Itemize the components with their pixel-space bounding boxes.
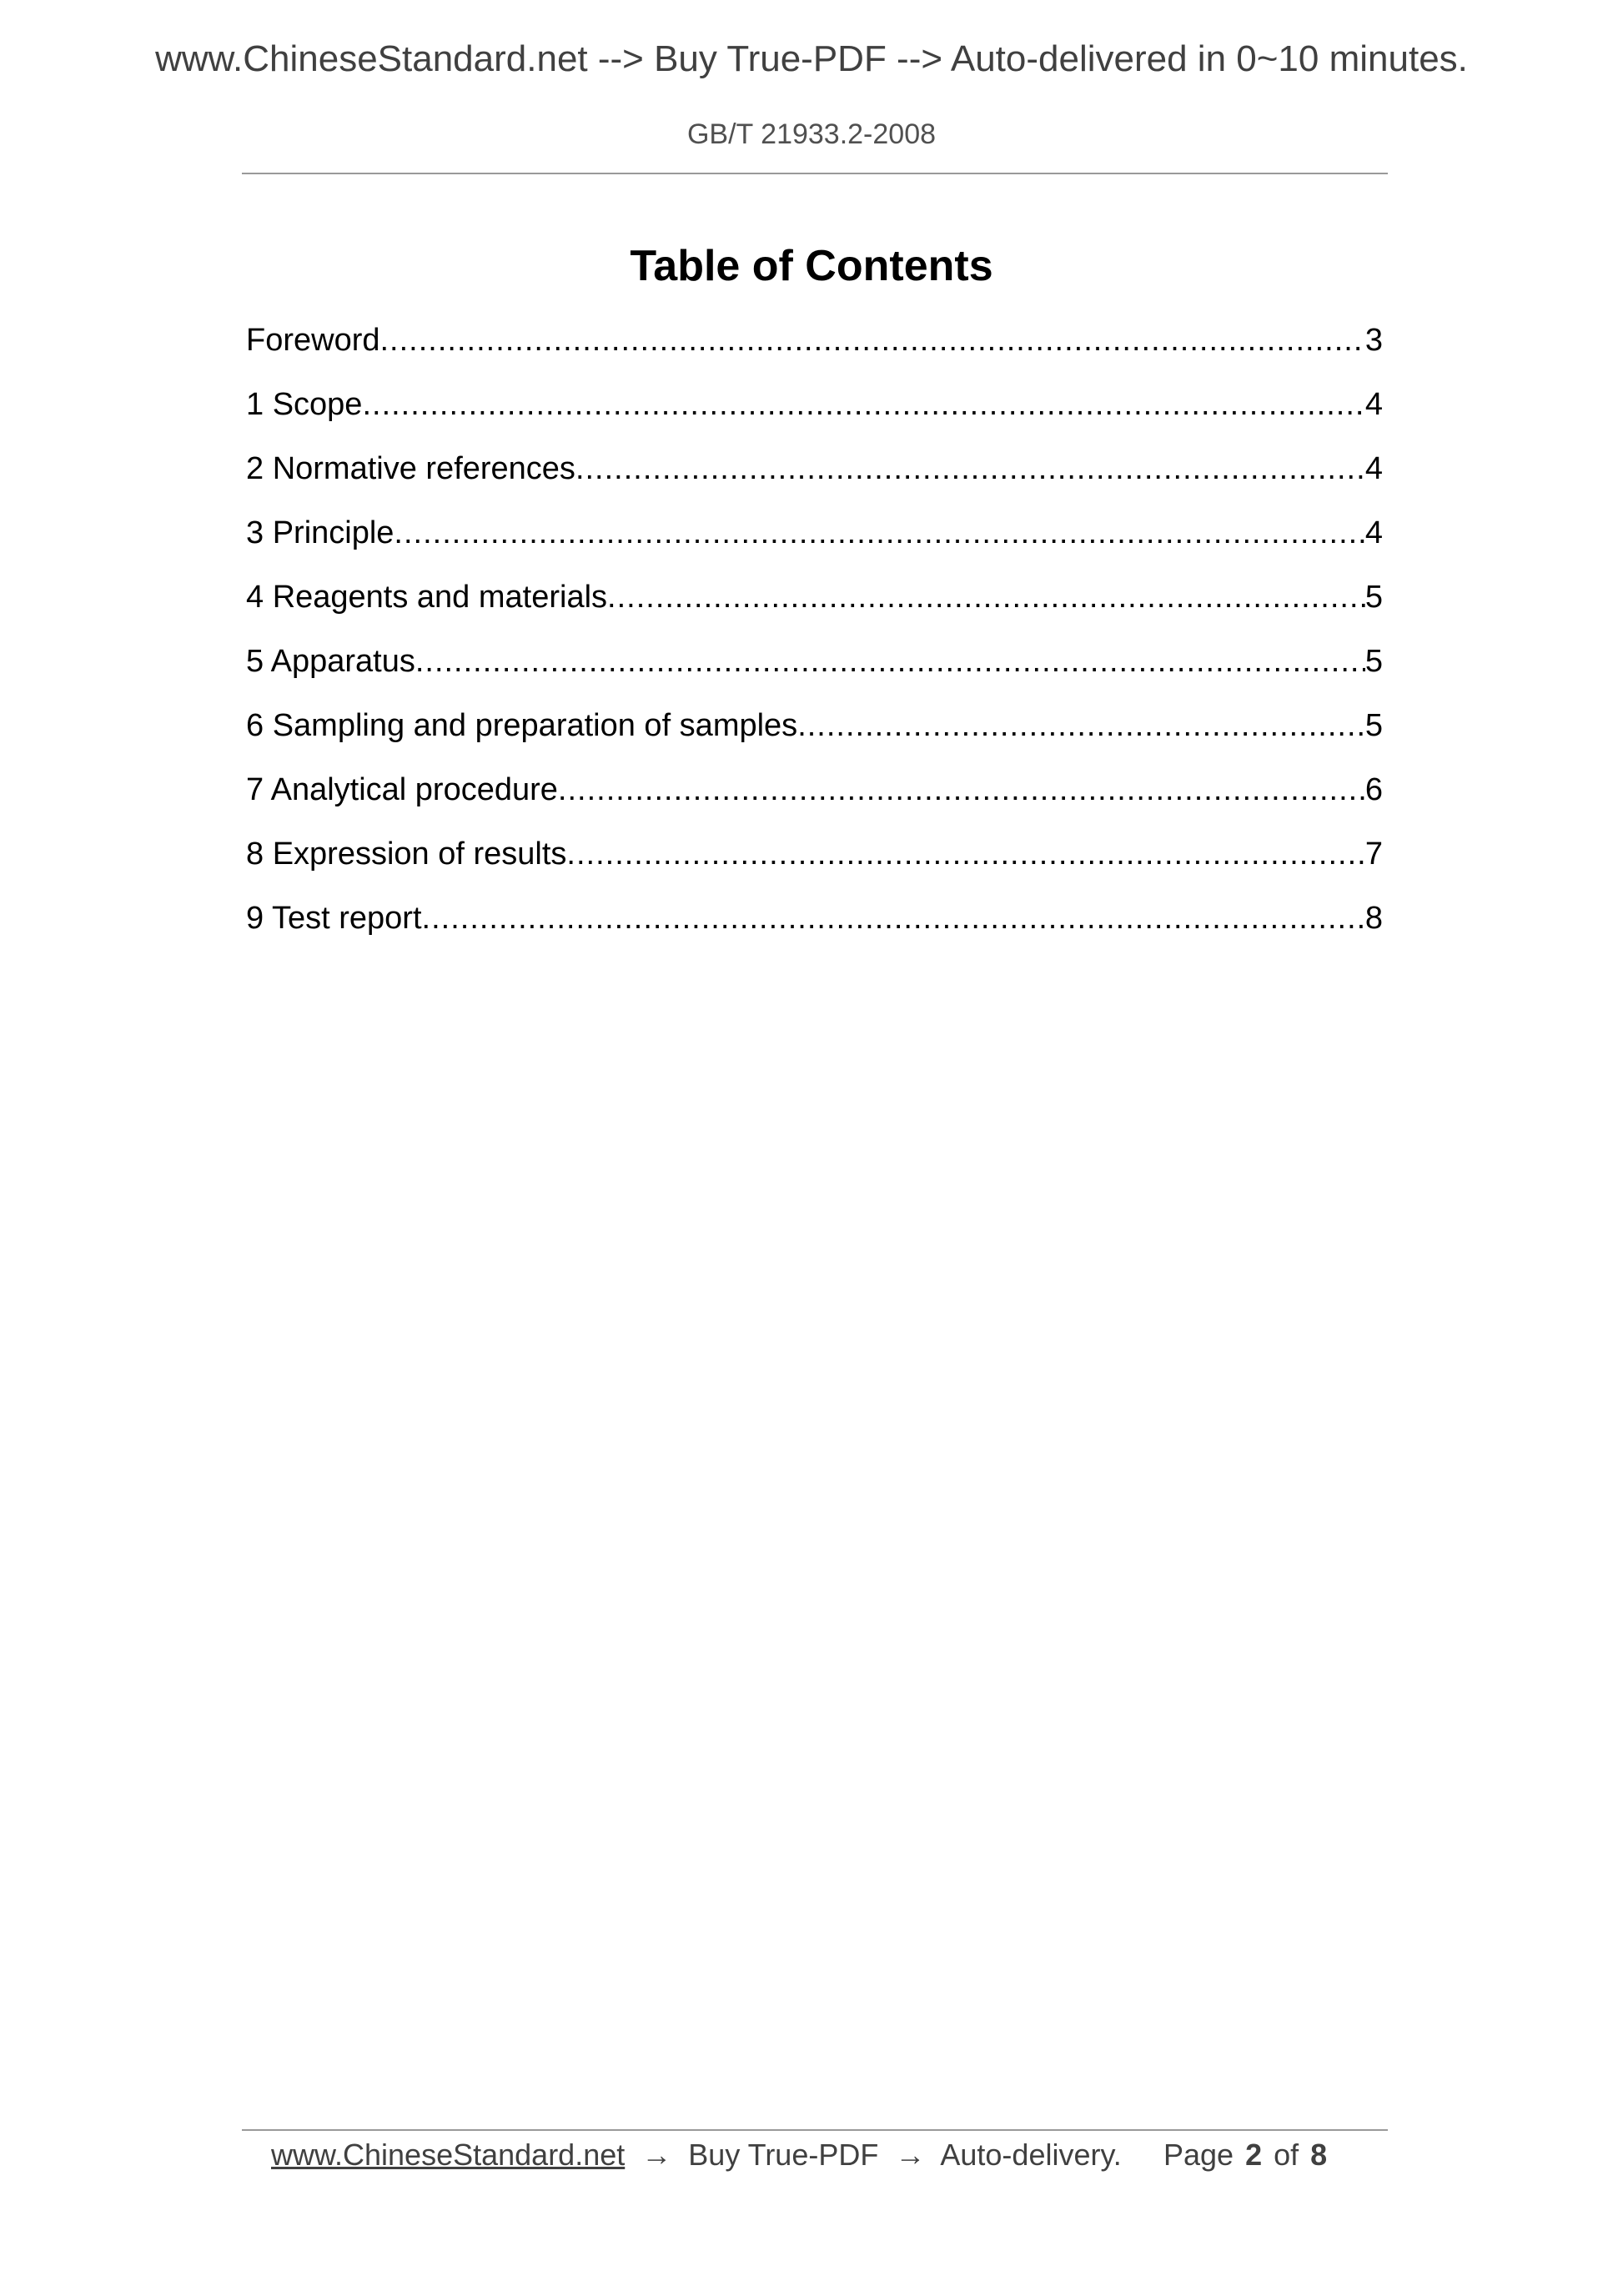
toc-entry-reagents-and-materials[interactable] <box>246 570 1383 634</box>
dot-leader <box>797 698 1365 753</box>
page-word: Page <box>1163 2138 1234 2172</box>
toc-entry-page: 6 <box>1364 772 1383 807</box>
toc-entry-label: 1 Scope <box>246 387 363 422</box>
toc-entry-page: 5 <box>1364 580 1383 615</box>
toc-entry-label: 4 Reagents and materials <box>246 580 608 615</box>
total-pages-number: 8 <box>1310 2138 1328 2172</box>
toc-entry-test-report[interactable] <box>246 891 1383 955</box>
toc-entry-analytical-procedure[interactable] <box>246 762 1383 826</box>
toc-entry-label: 6 Sampling and preparation of samples <box>246 708 798 743</box>
toc-entry-principle[interactable] <box>246 505 1383 570</box>
arrow-right-icon: → <box>641 2138 672 2172</box>
dot-leader <box>575 441 1365 496</box>
toc-title: Table of Contents <box>630 242 993 290</box>
toc-entry-foreword[interactable] <box>246 313 1383 377</box>
toc-entry-page: 4 <box>1364 515 1383 550</box>
current-page-number: 2 <box>1245 2138 1263 2172</box>
table-of-contents <box>246 313 1383 955</box>
dot-leader <box>415 634 1365 689</box>
toc-entry-page: 8 <box>1364 901 1383 936</box>
toc-entry-label: Foreword <box>246 323 380 358</box>
dot-leader <box>362 377 1364 432</box>
toc-entry-label: 9 Test report <box>246 901 422 936</box>
dot-leader <box>607 570 1365 625</box>
of-word: of <box>1274 2138 1299 2172</box>
dot-leader <box>566 826 1364 882</box>
toc-entry-sampling[interactable] <box>246 698 1383 762</box>
dot-leader <box>558 762 1365 817</box>
footer-buy-text: Buy True-PDF <box>688 2138 879 2172</box>
top-banner: www.ChineseStandard.net --> Buy True-PDF --> Auto-delivered in 0~10 minutes. <box>155 38 1468 79</box>
toc-entry-page: 4 <box>1364 387 1383 422</box>
page-footer <box>271 2132 1355 2178</box>
dot-leader <box>422 891 1365 946</box>
toc-entry-apparatus[interactable] <box>246 634 1383 698</box>
dot-leader <box>394 505 1364 560</box>
toc-entry-scope[interactable] <box>246 377 1383 441</box>
toc-entry-label: 3 Principle <box>246 515 394 550</box>
toc-entry-page: 5 <box>1364 708 1383 743</box>
toc-entry-page: 7 <box>1364 837 1383 872</box>
page-indicator <box>1163 2132 1327 2178</box>
footer-site-link[interactable]: www.ChineseStandard.net <box>271 2138 626 2172</box>
toc-entry-page: 5 <box>1364 644 1383 679</box>
toc-entry-page: 4 <box>1364 451 1383 486</box>
toc-entry-label: 5 Apparatus <box>246 644 415 679</box>
toc-entry-normative-references[interactable] <box>246 441 1383 505</box>
toc-entry-label: 2 Normative references <box>246 451 575 486</box>
toc-entry-page: 3 <box>1364 323 1383 358</box>
arrow-right-icon: → <box>895 2138 926 2172</box>
toc-entry-label: 7 Analytical procedure <box>246 772 558 807</box>
footer-delivery-text: Auto-delivery. <box>940 2138 1122 2172</box>
toc-entry-expression-of-results[interactable] <box>246 826 1383 891</box>
standard-code: GB/T 21933.2-2008 <box>686 118 937 150</box>
dot-leader <box>380 313 1365 368</box>
footer-divider <box>242 2129 1388 2131</box>
toc-entry-label: 8 Expression of results <box>246 837 567 872</box>
header-divider <box>242 173 1388 174</box>
